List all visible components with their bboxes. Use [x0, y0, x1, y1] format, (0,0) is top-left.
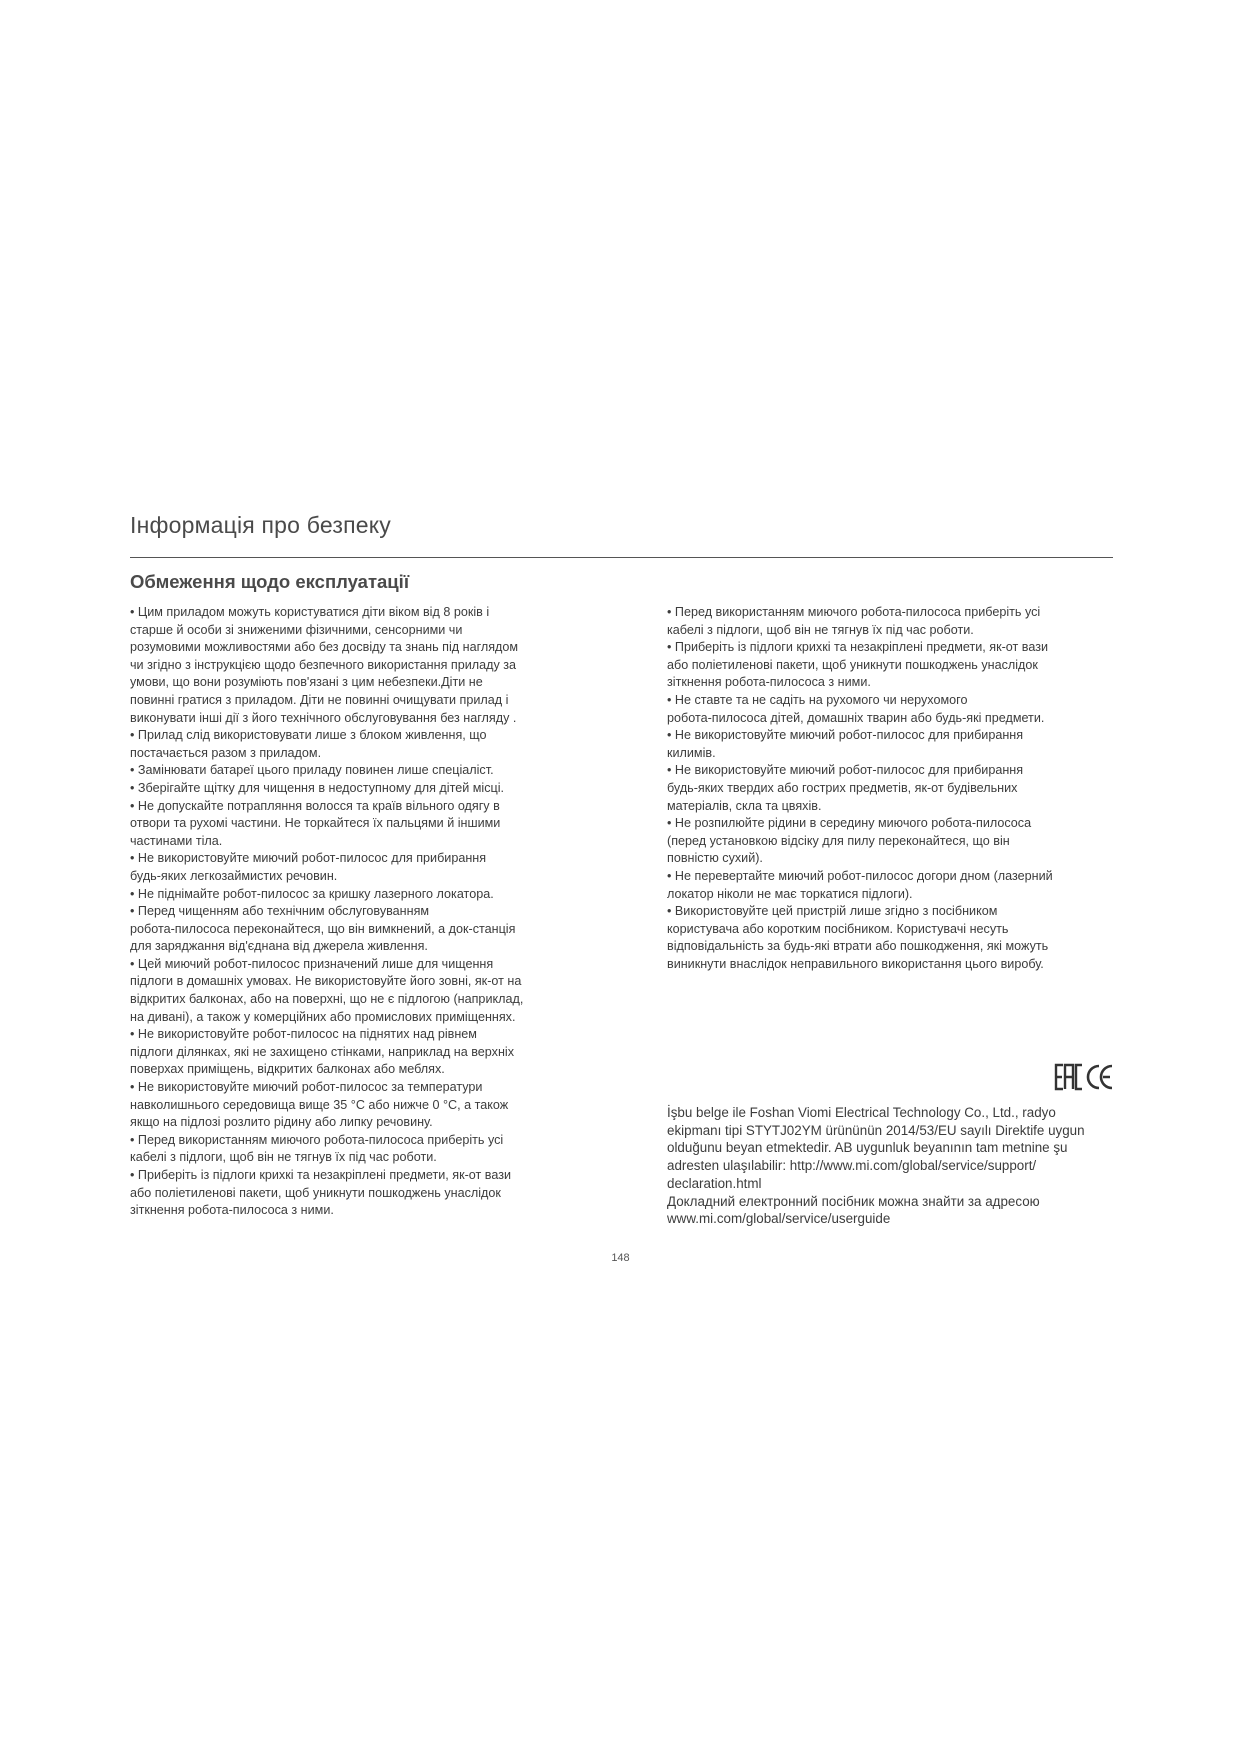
- text-line: • Не використовуйте миючий робот-пилосос для прибирання: [667, 763, 1024, 778]
- text-line: чи згідно з інструкцією щодо безпечного використання приладу за: [130, 657, 517, 672]
- text-line: робота-пилососа переконайтеся, що він вимкнений, а док-станція: [130, 921, 516, 936]
- title-divider: [130, 557, 1113, 558]
- text-line: розумовими можливостями або без досвіду та знань під наглядом: [130, 640, 519, 655]
- page-title: Інформація про безпеку: [130, 512, 391, 538]
- text-line: відповідальність за будь-які втрати або пошкодження, які можуть: [667, 939, 1049, 954]
- text-line: • Перед використанням миючого робота-пилососа приберіть усі: [667, 605, 1041, 619]
- text-line: навколишнього середовища вище 35 °C або нижче 0 °C, а також: [130, 1097, 509, 1112]
- text-line: якщо на підлозі розлито рідину або липку речовину.: [130, 1115, 433, 1130]
- text-line: виникнути внаслідок неправильного використання цього виробу.: [667, 956, 1044, 971]
- text-line: підлоги в домашніх умовах. Не використовуйте його зовні, як-от на: [130, 974, 522, 989]
- text-line: • Не ставте та не садіть на рухомого чи нерухомого: [667, 692, 968, 707]
- right-column: [667, 604, 1117, 973]
- text-line: • Перед використанням миючого робота-пилососа приберіть усі: [130, 1132, 504, 1147]
- page-number: 148: [611, 1252, 630, 1264]
- text-line: відкритих балконах, або на поверхні, що не є підлогою (наприклад,: [130, 992, 524, 1007]
- section-title: Обмеження щодо експлуатації: [130, 571, 410, 592]
- text-line: виконувати інші дії з його технічного обслуговування без нагляду .: [130, 710, 517, 725]
- text-line: • Не використовуйте миючий робот-пилосос для прибирання: [667, 728, 1024, 743]
- text-line: зіткнення робота-пилососа з ними.: [130, 1203, 334, 1218]
- text-line: повинні гратися з приладом. Діти не повинні очищувати прилад і: [130, 692, 509, 707]
- text-line: • Прилад слід використовувати лише з блоком живлення, що: [130, 728, 487, 743]
- text-line: локатор ніколи не має торкатися підлоги).: [667, 886, 913, 901]
- text-line: www.mi.com/global/service/userguide: [667, 1211, 891, 1227]
- text-line: • Використовуйте цей пристрій лише згідно з посібником: [667, 904, 998, 919]
- text-line: кабелі з підлоги, щоб він не тягнув їх під час роботи.: [130, 1150, 437, 1165]
- text-line: матеріалів, скла та цвяхів.: [667, 798, 822, 813]
- text-line: • Не використовуйте миючий робот-пилосос для прибирання: [130, 851, 487, 866]
- text-line: • Не використовуйте робот-пилосос на піднятих над рівнем: [130, 1027, 477, 1042]
- certification-marks: [1054, 1062, 1114, 1092]
- text-line: Докладний електронний посібник можна знайти за адресою: [667, 1193, 1040, 1209]
- text-line: declaration.html: [667, 1175, 762, 1191]
- text-line: поверхах приміщень, відкритих балконах або меблях.: [130, 1062, 445, 1077]
- text-line: • Не перевертайте миючий робот-пилосос догори дном (лазерний: [667, 868, 1053, 883]
- text-line: зіткнення робота-пилососа з ними.: [667, 675, 871, 690]
- ce-mark-icon: [1088, 1066, 1112, 1088]
- text-line: або поліетиленові пакети, щоб уникнути пошкоджень унаслідок: [130, 1185, 501, 1200]
- text-line: • Перед чищенням або технічним обслуговуванням: [130, 904, 430, 919]
- text-line: для заряджання від'єднана від джерела живлення.: [130, 939, 428, 954]
- text-line: • Приберіть із підлоги крихкі та незакріплені предмети, як-от вази: [130, 1168, 512, 1182]
- text-line: • Не допускайте потрапляння волосся та країв вільного одягу в: [130, 798, 500, 813]
- text-line: килимів.: [667, 745, 716, 760]
- text-line: • Цим приладом можуть користуватися діти віком від 8 років і: [130, 605, 490, 619]
- eac-mark-icon: [1056, 1065, 1082, 1089]
- text-line: • Приберіть із підлоги крихкі та незакріплені предмети, як-от вази: [667, 640, 1049, 655]
- text-line: або поліетиленові пакети, щоб уникнути пошкоджень унаслідок: [667, 657, 1038, 672]
- text-line: adresten ulaşılabilir: http://www.mi.com/global/service/support/: [667, 1158, 1037, 1174]
- text-line: • Замінювати батареї цього приладу повинен лише спеціаліст.: [130, 763, 494, 778]
- text-line: будь-яких твердих або гострих предметів, як-от будівельних: [667, 780, 1018, 795]
- eac-ce-logo: [1054, 1062, 1114, 1092]
- text-line: (перед установкою відсіку для пилу переконайтеся, що він: [667, 833, 1010, 848]
- text-line: будь-яких легкозаймистих речовин.: [130, 868, 338, 883]
- declaration-text: [667, 1104, 1117, 1228]
- text-line: підлоги ділянках, які не захищено стінками, наприклад на верхніх: [130, 1044, 515, 1059]
- text-line: ekipmanı tipi STYTJ02YM ürününün 2014/53/EU sayılı Direktife uygun: [667, 1122, 1085, 1138]
- text-line: частинами тіла.: [130, 833, 223, 848]
- text-line: умови, що вони розуміють пов'язані з цим небезпеки.Діти не: [130, 675, 483, 690]
- text-line: • Не використовуйте миючий робот-пилосос за температури: [130, 1080, 483, 1095]
- text-line: olduğunu beyan etmektedir. AB uygunluk beyanının tam metnine şu: [667, 1140, 1068, 1156]
- text-line: кабелі з підлоги, щоб він не тягнув їх під час роботи.: [667, 622, 974, 637]
- text-line: • Не розпилюйте рідини в середину миючого робота-пилососа: [667, 816, 1032, 831]
- text-line: робота-пилососа дітей, домашніх тварин або будь-які предмети.: [667, 710, 1045, 725]
- left-column: [130, 604, 590, 1220]
- text-line: отвори та рухомі частини. Не торкайтеся їх пальцями й іншими: [130, 816, 501, 831]
- text-line: старше й особи зі зниженими фізичними, сенсорними чи: [130, 622, 463, 637]
- text-line: • Зберігайте щітку для чищення в недоступному для дітей місці.: [130, 780, 505, 795]
- text-line: на дивані), а також у комерційних або промислових приміщеннях.: [130, 1009, 516, 1024]
- text-line: İşbu belge ile Foshan Viomi Electrical Technology Co., Ltd., radyo: [667, 1105, 1056, 1120]
- text-line: повністю сухий).: [667, 851, 763, 866]
- text-line: • Не піднімайте робот-пилосос за кришку лазерного локатора.: [130, 886, 494, 901]
- text-line: постачається разом з приладом.: [130, 745, 322, 760]
- text-line: • Цей миючий робот-пилосос призначений лише для чищення: [130, 956, 494, 971]
- text-line: користувача або коротким посібником. Користувачі несуть: [667, 921, 1009, 936]
